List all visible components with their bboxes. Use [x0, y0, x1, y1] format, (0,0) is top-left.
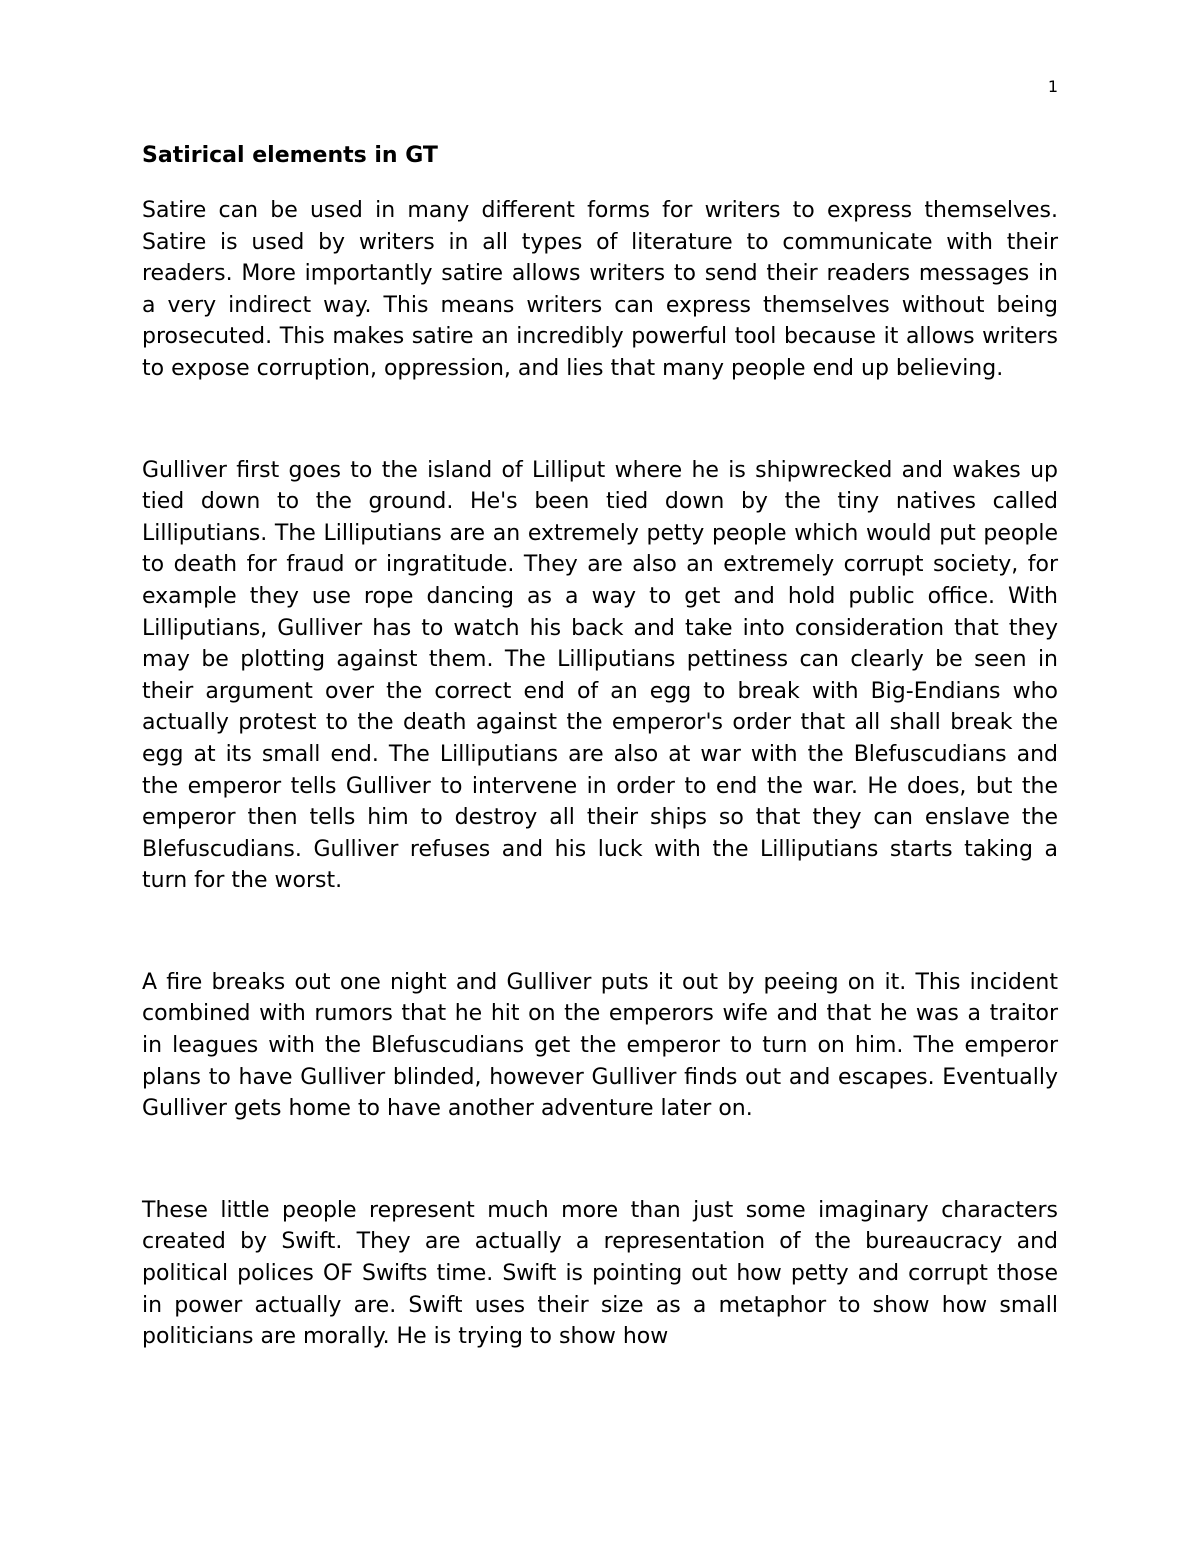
- paragraph-satire-intro: Satire can be used in many different forms for writers to express themselves. Satire is used by writers in all types of literature to communicate with their readers. More importantly satire allows writers to send their readers messages in a very indirect way. This means writers can express themselves without being prosecuted. This makes satire an incredibly powerful tool because it allows writers to expose corruption, oppression, and lies that many people end up believing.: [142, 198, 1058, 381]
- paragraph-representation: These little people represent much more than just some imaginary characters created by Swift. They are actually a representation of the bureaucracy and political polices OF Swifts time. Swift is pointing out how petty and corrupt those in power actually are. Swift uses their size as a metaphor to show how small politicians are morally. He is trying to show how: [142, 1197, 1058, 1350]
- page-number: 1: [1047, 77, 1058, 96]
- paragraph-lilliput: Gulliver first goes to the island of Lilliput where he is shipwrecked and wakes up tied down to the ground. He's been tied down by the tiny natives called Lilliputians. The Lilliputians are an extremely petty people which would put people to death for fraud or ingratitude. They are also an extremely corrupt society, for example they use rope dancing as a way to get and hold public office. With Lilliputians, Gulliver has to watch his back and take into consideration that they may be plotting against them. The Lilliputians pettiness can clearly be seen in their argument over the correct end of an egg to break with Big-Endians who actually protest to the death against the emperor's order that all shall break the egg at its small end. The Lilliputians are also at war with the Blefuscudians and the emperor tells Gulliver to intervene in order to end the war. He does, but the emperor then tells him to destroy all their ships so that they can enslave the Blefuscudians. Gulliver refuses and his luck with the Lilliputians starts taking a turn for the worst.: [142, 457, 1058, 894]
- document-body: [142, 140, 1058, 1353]
- document-title: Satirical elements in GT: [142, 143, 438, 168]
- paragraph-fire-escape: A fire breaks out one night and Gulliver puts it out by peeing on it. This incident combined with rumors that he hit on the emperors wife and that he was a traitor in leagues with the Blefuscudians get the emperor to turn on him. The emperor plans to have Gulliver blinded, however Gulliver finds out and escapes. Eventually Gulliver gets home to have another adventure later on.: [142, 969, 1058, 1122]
